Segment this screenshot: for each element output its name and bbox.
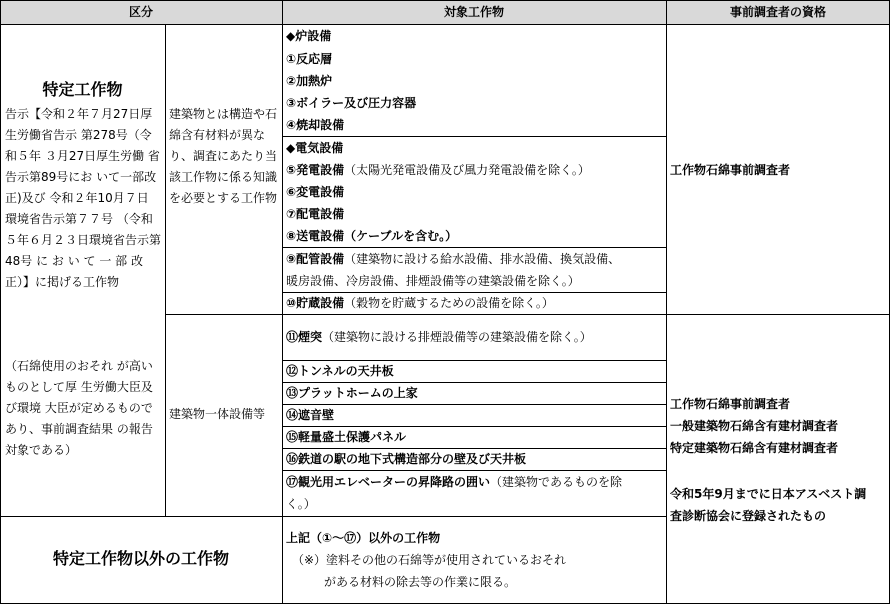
qualification-line: 特定建築物石綿含有建材調査者 xyxy=(670,441,839,455)
divider xyxy=(282,0,283,604)
item-note: （太陽光発電設備及び風力発電設備を除く。） xyxy=(344,163,590,177)
item-label: ⑨配管設備 xyxy=(286,252,345,266)
list-item: ⑫トンネルの天井板 xyxy=(286,364,394,378)
item-label: ⑩貯蔵設備 xyxy=(286,296,345,310)
item-label: ⑪煙突 xyxy=(286,330,323,344)
divider xyxy=(165,314,890,315)
list-item: ⑯鉄道の駅の地下式構造部分の壁及び天井板 xyxy=(286,452,527,466)
other-structures-note-continued: がある材料の除去等の作業に限る。 xyxy=(324,575,517,589)
list-item: ③ボイラー及び圧力容器 xyxy=(286,96,417,110)
qualification-line: 一般建築物石綿含有建材調査者 xyxy=(670,419,839,433)
item-label: ⑰観光用エレベーターの昇降路の囲い xyxy=(286,475,491,489)
item-note: （穀物を貯蔵するための設備を除く。） xyxy=(344,296,554,310)
list-item: ①反応層 xyxy=(286,52,333,66)
list-item xyxy=(286,251,620,267)
qualification-line: 令和5年9月までに日本アスベスト調 xyxy=(670,487,867,501)
divider xyxy=(282,448,666,449)
divider xyxy=(666,0,667,604)
list-item xyxy=(286,329,592,345)
list-item xyxy=(286,295,554,311)
item-label: ⑤発電設備 xyxy=(286,163,345,177)
item-note-continued: く。） xyxy=(286,497,316,511)
list-item: ②加熱炉 xyxy=(286,74,333,88)
divider xyxy=(282,426,666,427)
divider xyxy=(282,292,666,293)
header-surveyor-qualification: 事前調査者の資格 xyxy=(729,5,826,19)
list-item: ⑦配電設備 xyxy=(286,207,345,221)
header-target-structures: 対象工作物 xyxy=(443,5,504,19)
group-special-knowledge: 建築物とは構造や石綿含有材料が異なり、調査にあたり当該工作物に係る知識を必要とする工作物 xyxy=(169,107,278,205)
legal-notice-text: 告示【令和２年７月27日厚生労働省告示 第278号（令和５年 ３月27日厚生労働 省告示第89号にお いて一部改正)及び 令和２年10月７日 環境省告示第７７号 （令和５年６月２３日環境省告示第48号 に お い て 一 部 改正）】に掲げる工作物 xyxy=(5,107,162,289)
divider xyxy=(282,470,666,471)
list-item xyxy=(286,162,590,178)
divider xyxy=(282,404,666,405)
item-note: （建築物に設ける排煙設備等の建築設備を除く。） xyxy=(322,330,592,344)
qualification-line: 査診断協会に登録されたもの xyxy=(670,509,827,523)
divider xyxy=(282,247,666,248)
list-item: ⑧送電設備（ケーブルを含む。） xyxy=(286,229,458,243)
divider xyxy=(282,360,666,361)
qualification-structure-surveyor: 工作物石綿事前調査者 xyxy=(670,163,791,177)
list-item xyxy=(286,474,622,490)
report-target-note: （石綿使用のおそれ が高いものとして厚 生労働大臣及び環境 大臣が定めるもので あり、事前調査結果 の報告対象である） xyxy=(5,359,153,457)
group-building-integrated-equipment: 建築物一体設備等 xyxy=(169,407,266,421)
list-item: ⑭遮音壁 xyxy=(286,408,335,422)
list-item: ⑮軽量盛土保護パネル xyxy=(286,430,407,444)
divider xyxy=(0,516,666,517)
non-specific-structures-title: 特定工作物以外の工作物 xyxy=(52,549,229,568)
furnace-equipment-heading: ◆炉設備 xyxy=(286,29,332,43)
list-item: ⑥変電設備 xyxy=(286,185,345,199)
list-item: ⑬プラットホームの上家 xyxy=(286,386,418,400)
item-note: （建築物に設ける給水設備、排水設備、換気設備、 xyxy=(344,252,621,266)
qualification-line: 工作物石綿事前調査者 xyxy=(670,397,791,411)
item-note-continued: 暖房設備、冷房設備、排煙設備等の建築設備を除く。） xyxy=(286,274,580,288)
specific-structures-title: 特定工作物 xyxy=(42,80,123,99)
divider xyxy=(282,136,666,137)
header-category: 区分 xyxy=(128,5,153,19)
item-note: （建築物であるものを除 xyxy=(490,475,623,489)
divider xyxy=(282,382,666,383)
list-item: ④焼却設備 xyxy=(286,118,345,132)
other-structures-heading: 上記（①～⑰）以外の工作物 xyxy=(286,531,441,545)
electrical-equipment-heading: ◆電気設備 xyxy=(286,141,344,155)
other-structures-note: （※）塗料その他の石綿等が使用されているおそれ xyxy=(292,553,567,567)
divider xyxy=(165,25,166,516)
